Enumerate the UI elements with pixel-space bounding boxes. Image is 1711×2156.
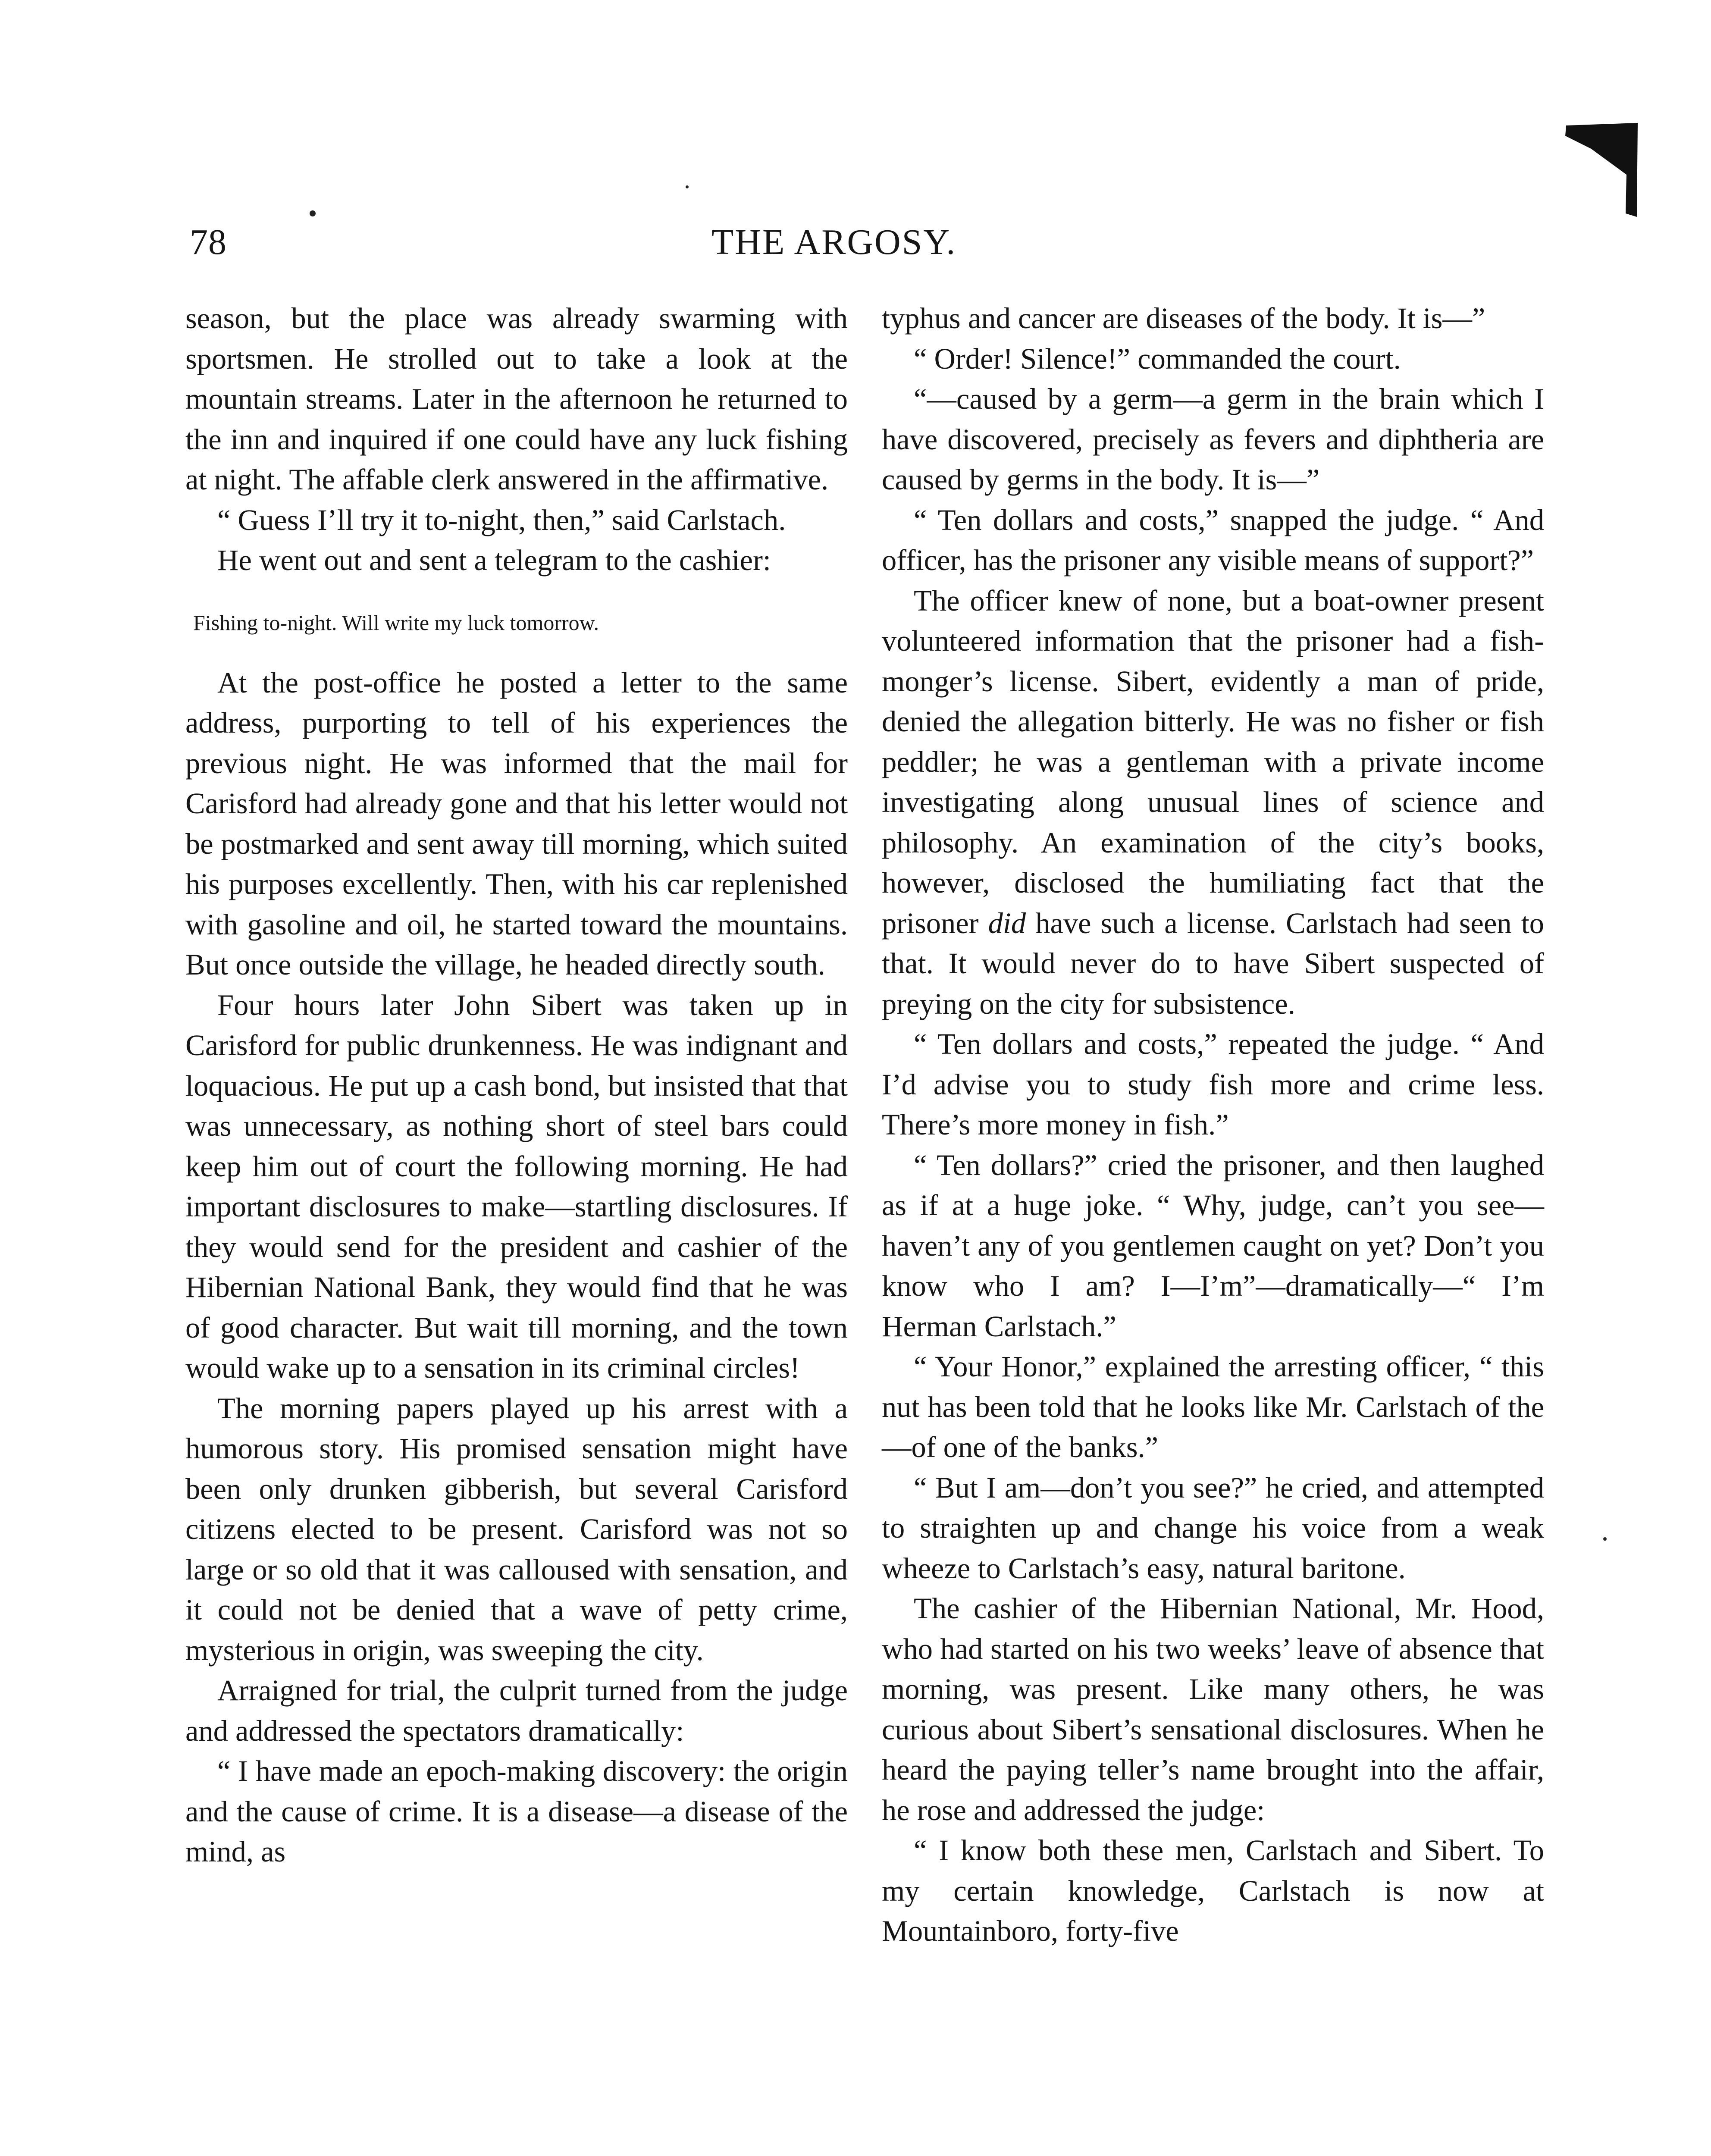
corner-tab-mark xyxy=(1565,123,1639,218)
paragraph: “ Ten dollars?” cried the prisoner, and then laughed as if at a huge joke. “ Why, judge, can’t you see—haven’t any of you gentlemen caught on yet? Don’t you know who I am? I—I’m”—dramatically—“ I’m Herman Carlstach.” xyxy=(882,1148,1544,1343)
paragraph: At the post-office he posted a letter to the same address, purporting to tell of his experiences the previous night. He was informed that the mail for Carisford had already gone and that his letter would not be postmarked and sent away till morning, which suited his purposes excellently. Then, with his car replenished with gasoline and oil, he started toward the mountains. But once outside the village, he headed directly south. xyxy=(185,666,848,981)
emphasis-text: did xyxy=(988,906,1026,940)
paragraph: “ I know both these men, Carlstach and Sibert. To my certain knowledge, Carlstach is now at Mountainboro, forty-five xyxy=(882,1834,1544,1947)
paragraph: The morning papers played up his arrest with a humorous story. His promised sensation might have been only drunken gibberish, but several Carisford citizens elected to be present. Carisford was not so large or so old that it was calloused with sensation, and it could not be denied that a wave of petty crime, mysterious in origin, was sweeping the city. xyxy=(185,1391,848,1667)
paragraph: season, but the place was already swarming with sportsmen. He strolled out to take a look at the mountain streams. Later in the afternoon he returned to the inn and inquired if one could have any luck fishing at night. The affable clerk answered in the affirmative. xyxy=(185,302,848,496)
paragraph: He went out and sent a telegram to the cashier: xyxy=(217,544,771,577)
paragraph: typhus and cancer are diseases of the body. It is—” xyxy=(882,302,1485,335)
paragraph: “ Guess I’ll try it to-night, then,” said Carlstach. xyxy=(217,503,786,536)
paragraph: “ Ten dollars and costs,” repeated the judge. “ And I’d advise you to study fish more and crime less. There’s more money in fish.” xyxy=(882,1028,1544,1141)
telegram-text: Fishing to-night. Will write my luck tomorrow. xyxy=(193,610,599,635)
paragraph: Arraigned for trial, the culprit turned from the judge and addressed the spectators dramatically: xyxy=(185,1674,848,1747)
paragraph: “ But I am—don’t you see?” he cried, and attempted to straighten up and change his voice from a weak wheeze to Carlstach’s easy, natural baritone. xyxy=(882,1471,1544,1585)
paragraph: “ Ten dollars and costs,” snapped the judge. “ And officer, has the prisoner any visible means of support?” xyxy=(882,503,1544,577)
scan-speck xyxy=(1603,1537,1607,1541)
paragraph: Four hours later John Sibert was taken up in Carisford for public drunkenness. He was indignant and loquacious. He put up a cash bond, but insisted that that was unnecessary, as nothing short of steel bars could keep him out of court the following morning. He had important disclosures to make—startling disclosures. If they would send for the president and cashier of the Hibernian National Bank, they would find that he was of good character. But wait till morning, and the town would wake up to a sensation in its criminal circles! xyxy=(185,988,848,1384)
left-column xyxy=(185,298,848,1872)
text-run: The officer knew of none, but a boat-owner present volunteered information that the prisoner had a fish-monger’s license. Sibert, evidently a man of pride, denied the allegation bitterly. He was no fisher or fish peddler; he was a gentleman with a private income investigating along unusual lines of science and philosophy. An examination of the city’s books, however, disclosed the humiliating fact that the prisoner xyxy=(882,584,1544,940)
page-number: 78 xyxy=(190,222,227,262)
paragraph: “—caused by a germ—a germ in the brain which I have discovered, precisely as fevers and diphtheria are caused by germs in the body. It is—” xyxy=(882,382,1544,496)
paragraph xyxy=(882,581,1544,1025)
running-head: THE ARGOSY. xyxy=(711,222,957,262)
paragraph: “ Your Honor,” explained the arresting officer, “ this nut has been told that he looks like Mr. Carlstach of the—of one of the banks.” xyxy=(882,1350,1544,1463)
scan-speck xyxy=(686,185,689,188)
scan-speck xyxy=(310,210,316,216)
paragraph: “ Order! Silence!” commanded the court. xyxy=(914,342,1401,375)
text-run: have such a license. Carlstach had seen to that. It would never do to have Sibert suspected of preying on the city for subsistence. xyxy=(882,906,1544,1020)
right-column xyxy=(882,298,1544,1952)
paragraph: “ I have made an epoch-making discovery: the origin and the cause of crime. It is a disease—a disease of the mind, as xyxy=(185,1755,848,1868)
paragraph: The cashier of the Hibernian National, Mr. Hood, who had started on his two weeks’ leave of absence that morning, was present. Like many others, he was curious about Sibert’s sensational disclosures. When he heard the paying teller’s name brought into the affair, he rose and addressed the judge: xyxy=(882,1592,1544,1827)
